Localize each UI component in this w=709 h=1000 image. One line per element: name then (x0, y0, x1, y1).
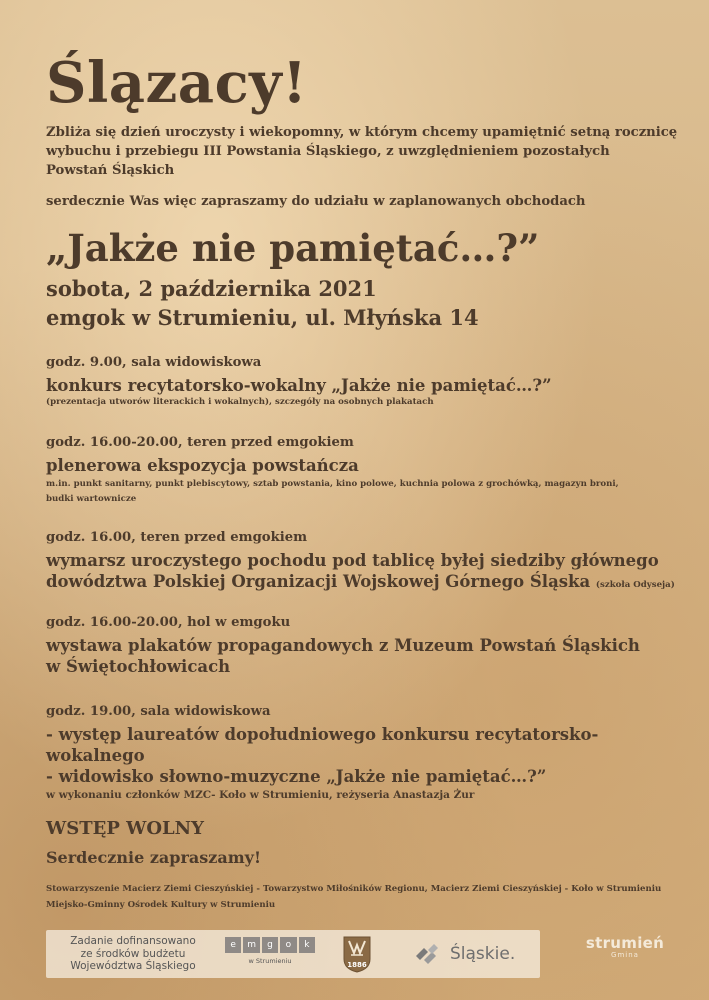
poster-title: Ślązacy! (46, 50, 308, 116)
schedule-item (46, 614, 686, 677)
emgok-letter: g (262, 937, 278, 953)
schedule-name: dowództwa Polskiej Organizacji Wojskowej Górnego Śląska (46, 572, 591, 591)
schedule-time: godz. 16.00-20.00, teren przed emgokiem (46, 435, 354, 450)
schedule-name: w Świętochłowicach (46, 657, 231, 676)
slaskie-logo (414, 940, 515, 968)
emgok-letters (225, 937, 315, 953)
event-place: emgok w Strumieniu, ul. Młyńska 14 (46, 305, 479, 330)
invite-text: serdecznie Was więc zapraszamy do udziału w zaplanowanych obchodach (46, 194, 586, 209)
intro-line: Zbliża się dzień uroczysty i wiekopomny, w którym chcemy upamiętnić setną rocznicę (46, 125, 678, 140)
funding-note (58, 935, 208, 973)
slaskie-text: Śląskie. (450, 944, 516, 964)
schedule-name: - widowisko słowno-muzyczne „Jakże nie pamiętać…?” (46, 767, 547, 786)
emgok-letter: m (243, 937, 259, 953)
schedule-note: m.in. punkt sanitarny, punkt plebiscytowy, sztab powstania, kino polowe, kuchnia polowa z grochówką, magazyn broni, (46, 479, 619, 489)
schedule-name: wymarsz uroczystego pochodu pod tablicę byłej siedziby głównego (46, 551, 659, 570)
organizers (46, 881, 696, 913)
welcome-text: Serdecznie zapraszamy! (46, 848, 261, 867)
schedule-time: godz. 19.00, sala widowiskowa (46, 704, 271, 719)
schedule-item (46, 434, 686, 506)
intro-line: Powstań Śląskich (46, 163, 175, 178)
strumien-subtitle: Gmina (611, 951, 639, 959)
event-date: sobota, 2 października 2021 (46, 276, 377, 301)
intro-text (46, 123, 686, 211)
schedule-name: konkurs recytatorsko-wokalny „Jakże nie pamiętać…?” (46, 376, 552, 395)
emgok-letter: o (280, 937, 296, 953)
funding-line: Zadanie dofinansowano (70, 935, 196, 947)
mzc-crest-logo (342, 935, 372, 973)
emgok-letter: e (225, 937, 241, 953)
schedule-item (46, 529, 686, 596)
schedule-name: - występ laureatów dopołudniowego konkursu recytatorsko-wokalnego (46, 725, 599, 765)
schedule-time: godz. 16.00-20.00, hol w emgoku (46, 615, 291, 630)
schedule-name: wystawa plakatów propagandowych z Muzeum Powstań Śląskich (46, 636, 640, 655)
free-entry: WSTĘP WOLNY (46, 818, 204, 839)
funding-line: Województwa Śląskiego (70, 960, 196, 972)
schedule-name-row (46, 571, 686, 596)
schedule-note: (szkoła Odyseja) (595, 580, 675, 590)
slaskie-wave-icon (414, 942, 442, 966)
schedule-time: godz. 9.00, sala widowiskowa (46, 355, 262, 370)
schedule-item (46, 354, 686, 409)
schedule-time: godz. 16.00, teren przed emgokiem (46, 530, 308, 545)
funding-line: ze środków budżetu (80, 947, 186, 960)
crest-year: 1886 (347, 961, 367, 969)
schedule-item (46, 703, 686, 803)
strumien-name: strumień (585, 934, 665, 952)
schedule-note: (prezentacja utworów literackich i wokalnych), szczegóły na osobnych plakatach (46, 397, 434, 407)
schedule-name: plenerowa ekspozycja powstańcza (46, 456, 359, 475)
emgok-logo (225, 937, 315, 965)
emgok-letter: k (299, 937, 315, 953)
organizers-line: Stowarzyszenie Macierz Ziemi Cieszyńskiej - Towarzystwo Miłośników Regionu, Macierz Ziemi Cieszyńskiej - Koło w Strumieniu (46, 884, 662, 894)
schedule-sub: w wykonaniu członków MZC- Koło w Strumieniu, reżyseria Anastazja Żur (46, 789, 475, 801)
organizers-line: Miejsko-Gminny Ośrodek Kultury w Strumieniu (46, 900, 276, 910)
sponsor-bar (46, 930, 540, 978)
intro-line: wybuchu i przebiegu III Powstania Śląskiego, z uwzględnieniem pozostałych (46, 144, 610, 159)
emgok-subtitle: w Strumieniu (248, 957, 292, 965)
schedule-note: budki wartownicze (46, 494, 137, 504)
strumien-logo (575, 934, 675, 959)
event-title: „Jakże nie pamiętać…?” (46, 226, 540, 270)
